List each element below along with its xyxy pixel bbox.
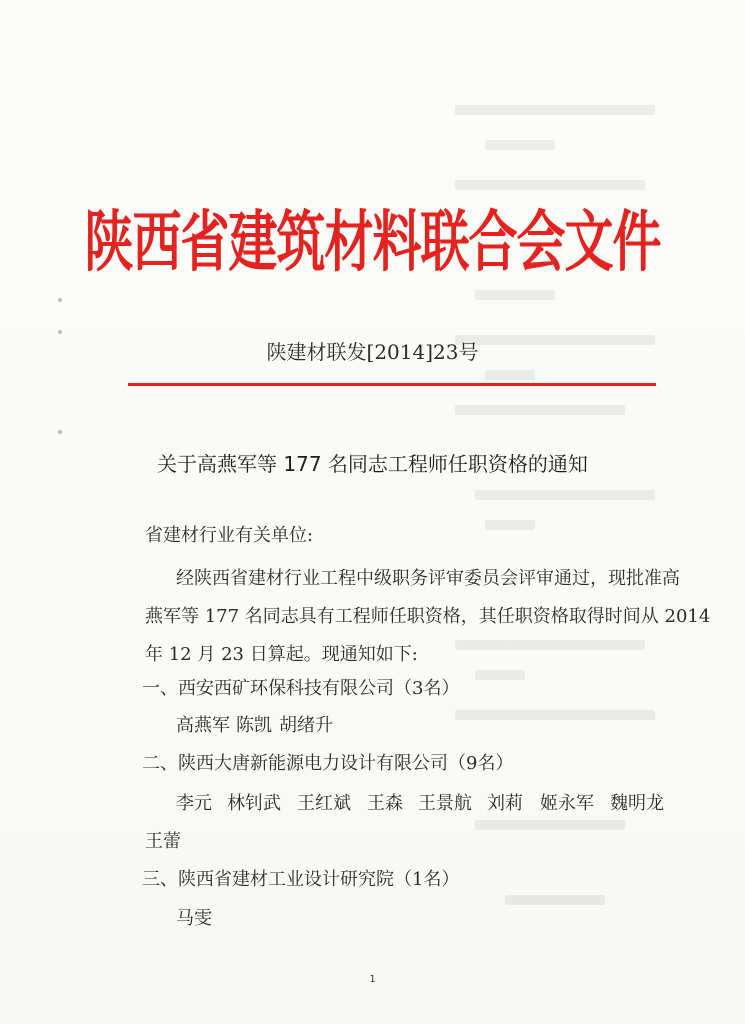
person-name: 魏明龙 [610, 793, 664, 814]
person-name: 刘莉 [487, 793, 523, 814]
binding-hole-mark [58, 298, 62, 302]
person-name: 王景航 [418, 793, 472, 814]
addressee: 省建材行业有关单位: [145, 525, 314, 546]
section-heading: 二、陕西大唐新能源电力设计有限公司（9名） [142, 753, 514, 774]
person-name: 李元 [176, 793, 212, 814]
document-number: 陕建材联发[2014]23号 [266, 340, 479, 364]
section-heading: 一、西安西矿环保科技有限公司（3名） [142, 678, 460, 699]
document-header-title: 陕西省建筑材料联合会文件 [84, 202, 661, 281]
header-red-rule [128, 383, 656, 386]
person-name: 王蕾 [145, 831, 181, 852]
person-name: 胡绪升 [279, 715, 333, 736]
person-name: 王红斌 [297, 793, 351, 814]
person-name: 马雯 [176, 908, 212, 929]
binding-hole-mark [58, 330, 62, 334]
body-line: 燕军等 177 名同志具有工程师任职资格，其任职资格取得时间从 2014 [145, 606, 711, 627]
body-line: 经陕西省建材行业工程中级职务评审委员会评审通过，现批准高 [176, 568, 680, 589]
section-heading: 三、陕西省建材工业设计研究院（1名） [142, 869, 460, 890]
person-name: 高燕军 [176, 715, 230, 736]
person-name: 陈凯 [236, 715, 272, 736]
binding-hole-mark [58, 430, 62, 434]
notice-title: 关于高燕军等 177 名同志工程师任职资格的通知 [157, 452, 588, 476]
person-name: 林钊武 [227, 793, 281, 814]
person-name: 姬永军 [540, 793, 594, 814]
person-name: 王森 [367, 793, 403, 814]
page-number: 1 [369, 974, 376, 985]
body-line: 年 12 月 23 日算起。现通知如下: [145, 644, 418, 665]
